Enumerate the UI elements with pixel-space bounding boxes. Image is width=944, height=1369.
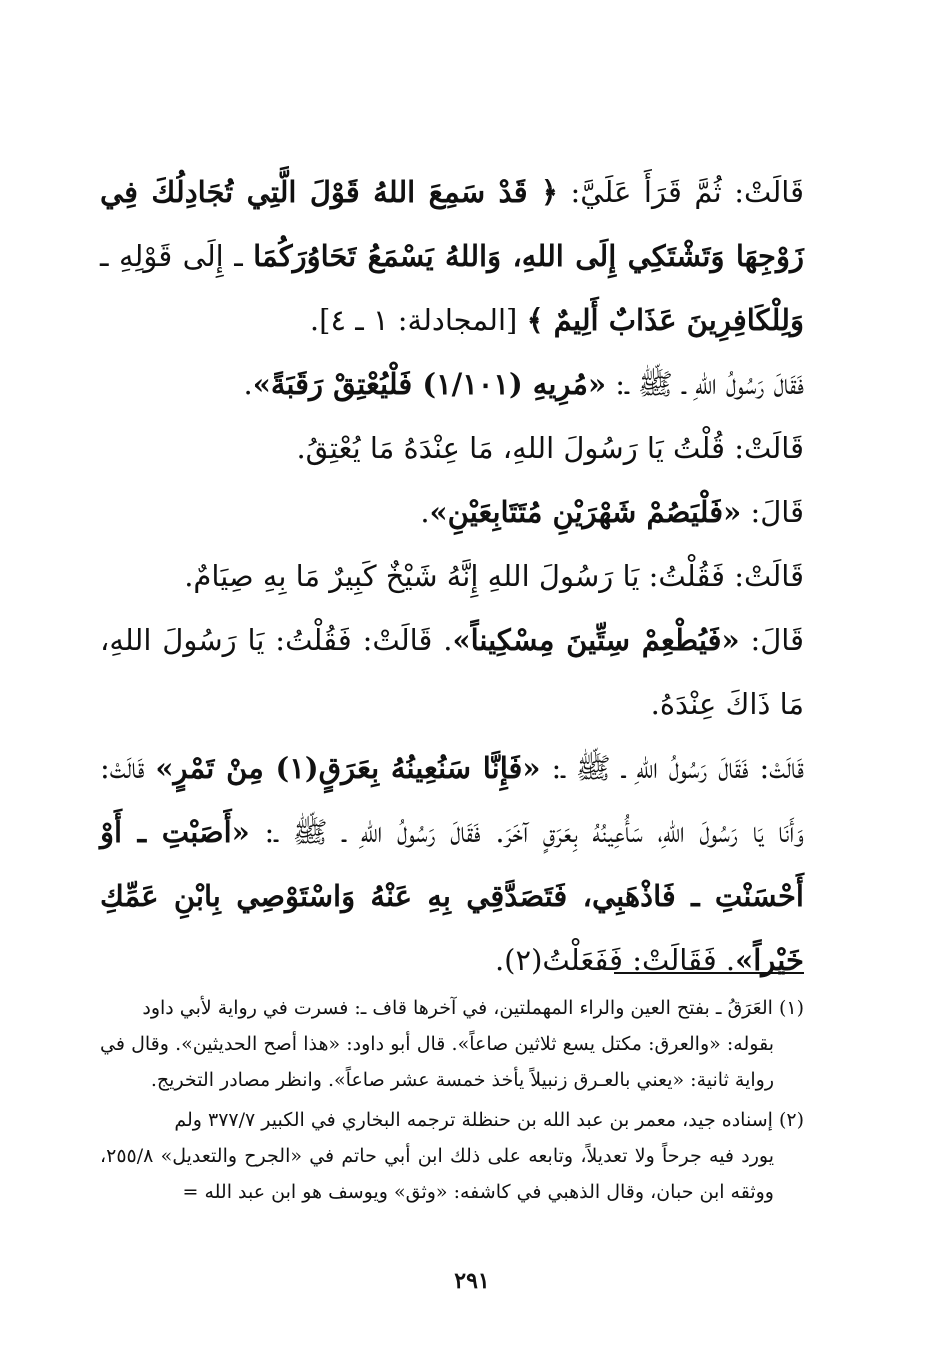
footnote-text: (١) العَرَقُ ـ بفتح العين والراء المهملتين، في آخرها قاف ـ: فسرت في رواية لأبي داود: [142, 997, 804, 1019]
footnote: [100, 1102, 804, 1210]
main-text: [100, 160, 804, 992]
narration-text: قَالَتْ: ثُمَّ قَرَأَ عَلَيَّ:: [558, 175, 805, 209]
paragraph: [100, 416, 804, 480]
narration-text: قَالَتْ: قُلْتُ يَا رَسُولَ اللهِ، مَا عِنْدَهُ مَا يُعْتِقُ.: [296, 431, 804, 465]
paragraph: [100, 160, 804, 352]
paragraph: [100, 480, 804, 544]
narration-text: . فَقَالَتْ: فَفَعَلْتُ(٢).: [494, 943, 736, 977]
footnotes: [100, 990, 804, 1214]
footnote-text: بقوله: «والعرق: مكتل يسع ثلاثين صاعاً». قال أبو داود: «هذا أصح الحديثين». وقال في رواية ثانية: «يعني بالعـرق زنبيلاً يأخذ خمسة عشر صاعاً». وانظر مصادر التخريج.: [100, 1033, 774, 1091]
narration-text: قَالَتْ: فَقَالَ رَسُولُ اللهِ ـ ﷺ ـ:: [540, 751, 804, 785]
narration-text: ـ إِلَى قَوْلِهِ ـ: [100, 239, 254, 273]
footnote: [100, 990, 804, 1098]
narration-text: فَقَالَ رَسُولُ اللهِ ـ ﷺ ـ:: [606, 367, 804, 401]
verse-reference: [المجادلة: ١ ـ ٤].: [309, 303, 527, 337]
quran-quote: وَلِلْكَافِرِينَ عَذَابٌ أَلِيمٌ ﴾: [526, 303, 804, 337]
hadith-quote: «فَيُطْعِمْ سِتِّينَ مِسْكِيناً»: [452, 623, 740, 657]
paragraph: [100, 736, 804, 992]
hadith-quote: «فَإِنَّا سَنُعِينُهُ بِعَرَقٍ(١) مِنْ تَمْرٍ»: [155, 751, 541, 785]
paragraph: [100, 352, 804, 416]
hadith-quote: «أَصَبْتِ ـ أَوْ أَحْسَنْتِ ـ فَاذْهَبِي، فَتَصَدَّقِي بِهِ عَنْهُ وَاسْتَوْصِي بِابْنِ عَمِّكِ خَيْراً»: [100, 815, 804, 977]
paragraph: [100, 608, 804, 736]
narration-text: .: [420, 495, 430, 529]
paragraph: [100, 544, 804, 608]
quran-quote: ﴿ قَدْ سَمِعَ اللهُ قَوْلَ الَّتِي تُجَادِلُكَ فِي زَوْجِهَا وَتَشْتَكِي إِلَى اللهِ، وَاللهُ يَسْمَعُ تَحَاوُرَكُمَا: [100, 175, 804, 273]
hadith-quote: «فَلْيَصُمْ شَهْرَيْنِ مُتَتَابِعَيْنِ»: [429, 495, 742, 529]
narration-text: قَالَتْ: فَقُلْتُ: يَا رَسُولَ اللهِ إِنَّهُ شَيْخٌ كَبِيرٌ مَا بِهِ صِيَامٌ.: [184, 559, 804, 593]
narration-text: قَالَ:: [739, 623, 804, 657]
narration-text: قَالَ:: [741, 495, 804, 529]
footnote-text: يورد فيه جرحاً ولا تعديلاً، وتابعه على ذلك ابن أبي حاتم في «الجرح والتعديل» ٢٥٥/٨، ووثقه ابن حبان، وقال الذهبي في كاشفه: «وثق» ويوسف هو ابن عبد الله =: [100, 1145, 774, 1203]
hadith-quote: «مُرِيهِ (١/١٠١) فَلْيُعْتِقْ رَقَبَةً»: [252, 367, 607, 401]
footnote-text: (٢) إسناده جيد، معمر بن عبد الله بن حنظلة ترجمه البخاري في الكبير ٣٧٧/٧ ولم: [174, 1109, 804, 1131]
page-number: ٢٩١: [454, 1268, 490, 1294]
narration-text: . قَالَتْ: فَقُلْتُ: يَا رَسُولَ اللهِ، مَا ذَاكَ عِنْدَهُ.: [100, 623, 804, 721]
footnote-separator: [614, 972, 804, 974]
narration-text: قَالَتْ: وَأَنَا يَا رَسُولَ اللهِ، سَأُعِينُهُ بِعَرَقٍ آخَرَ. فَقَالَ رَسُولُ اللهِ ـ ﷺ ـ:: [100, 751, 804, 849]
narration-text: .: [243, 367, 253, 401]
